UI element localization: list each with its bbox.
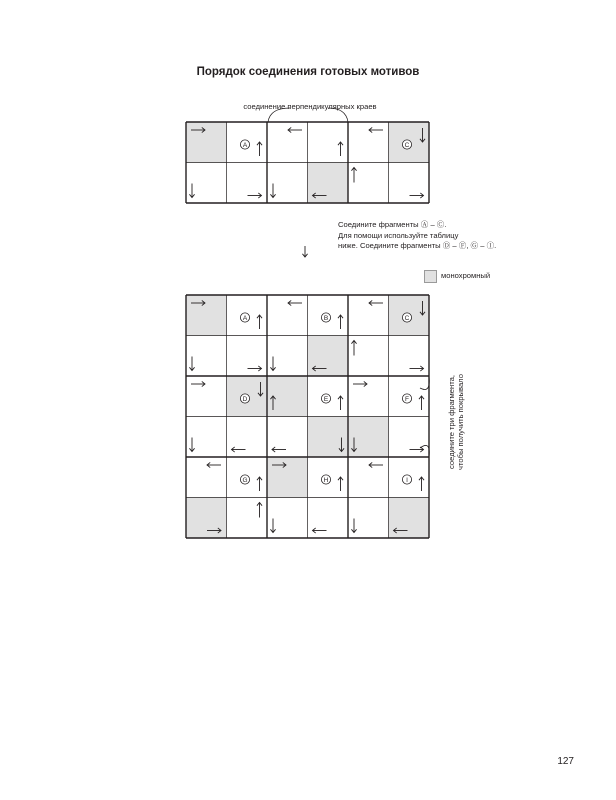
fragment-letter: I	[406, 476, 408, 484]
instruction-line: ниже. Соедините фрагменты Ⓓ – Ⓕ, Ⓖ – Ⓘ.	[338, 241, 497, 250]
page-number: 127	[557, 756, 574, 767]
shaded-square	[186, 498, 227, 539]
fragment-letter: F	[405, 395, 409, 403]
fragment-letter: A	[242, 141, 248, 149]
shaded-square	[267, 457, 308, 498]
fragment-letter: H	[323, 476, 329, 484]
fragment-letter: C	[404, 141, 410, 149]
page-title: Порядок соединения готовых мотивов	[196, 66, 420, 78]
shaded-square	[186, 295, 227, 336]
fragment-letter: C	[404, 314, 410, 322]
shaded-square	[186, 122, 227, 163]
connector-curve	[420, 376, 429, 390]
instruction-line: Для помощи используйте таблицу	[338, 230, 459, 240]
connector-curve	[328, 108, 348, 122]
legend-label: монохромный	[441, 271, 491, 280]
perpendicular-edges-label: соединение перпендикулярных краев	[243, 102, 377, 111]
side-label-line: соедините три фрагмента,	[447, 375, 456, 469]
connector-curve	[268, 108, 290, 122]
fragment-letter: B	[323, 314, 329, 322]
side-label-line: чтобы получить покрывало	[456, 374, 465, 470]
fragment-letter: D	[242, 395, 248, 403]
fragment-letter: G	[242, 476, 248, 484]
instruction-line: Соедините фрагменты Ⓐ – Ⓒ.	[338, 220, 447, 229]
fragment-letter: A	[242, 314, 248, 322]
fragment-letter: E	[323, 395, 329, 403]
